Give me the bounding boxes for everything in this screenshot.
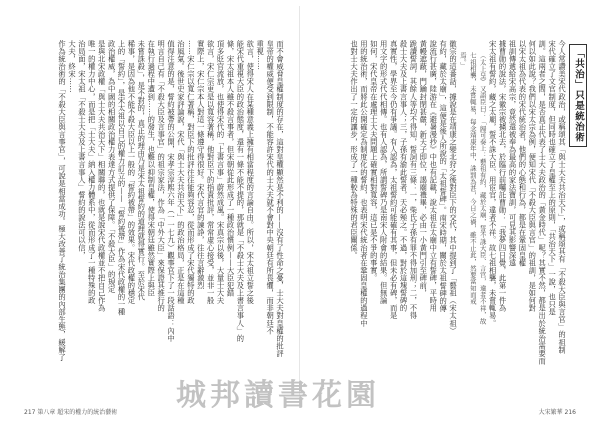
text-column: 頂多貶官流放，也使得宋代的「上書言事」蔚然成風。宋真宗以後，大量士大夫 xyxy=(216,40,226,305)
text-column: 治局面，宋太祖「不殺士大夫及上書言事人」誓約的說法可以信， xyxy=(77,40,87,259)
text-column: 稀事，是因為他不能不殺大臣以上一般的「誓約被帶」的效果。宋代政權的穩定 xyxy=(127,40,137,305)
text-column: 重視…… xyxy=(256,40,266,71)
text-column: 政治權威，為中國的相關政治權力表達方式提供了保障。「不殺大臣」的規定 xyxy=(107,40,117,294)
section-heading: 「共治」只是統治術 xyxy=(569,44,587,147)
text-column: 宋代確立了文官制度，但同時也確立了皇權至上的原則，「共治天下」一說，也只是 xyxy=(548,40,558,316)
text-column: 跪讀誓詞，其餘人等均不得知，誓詞有三條：一，柴氏子孫有罪不得加刑；二，不得 xyxy=(409,40,419,320)
text-column: 徽宗的這番話，據說是在靖康之變北狩之後對臣下的交代，其中提到了「藝祖（宋太祖） xyxy=(449,40,459,335)
text-column: 如何，宋代皇帝在處理士大夫問題上確實相對寬容，這已是不爭的事實。 xyxy=(369,40,379,282)
text-column: 大夫，終宋…… xyxy=(67,40,77,93)
text-column: 欲言，宋仁宗更是以寬容著稱，他對臣下的指責批評，常常虛心接受，並非一般 xyxy=(206,40,216,305)
text-column: 治風氣。後世史家評論說，宋代「與士大夫共治天下」的政治格局，正是在這種 xyxy=(176,40,186,305)
text-column: 值得注意的是，誓約被帶的公開，宋孝宗淳熙六年（一一七九）觀事官下了一段話語：內中 xyxy=(167,40,177,342)
footer-left: 217 第八章 超宋的權力的統治藝術 xyxy=(24,409,118,416)
text-column: 訓。這兩者之間，是否真正代表了士大夫政治的「黃金時代」呢？其實不然，都是出於統治需要而 xyxy=(538,40,548,365)
text-column: 今人常讚美宋代政治，或稱頌其「與士大夫共治天下」，或稱頌其有「不殺大臣與言官」的祖制 xyxy=(558,40,567,354)
text-column: 何以如此說？我們以宋太宗為例，便知宋代「不殺大臣與言官」的祖訓，是如何對 xyxy=(528,40,538,312)
footer-right: 大宋繁華 216 xyxy=(538,409,576,416)
text-column: 說流行甚廣，陸游在《避暑漫抄》中也有記載，說太祖在太廟中立有誓碑，平時用 xyxy=(429,40,439,312)
right-page xyxy=(300,0,600,424)
text-column: 用文字的形式代代相傳。也有人認為，所謂誓碑乃是南宋人附會的結果。但無論 xyxy=(379,40,389,305)
text-column: 焉。」 xyxy=(458,52,467,69)
watermark: 城邦讀書花園 xyxy=(176,378,380,413)
text-column: 能宋代重視大臣的政治態度，還有一條不能不提的，那就是「不殺士大夫及上書言事人」的 xyxy=(236,40,246,342)
text-column: ……宋仁宗以寬仁著稱，對臣下的批評往往能夠容忍，從而形成了宋代獨特的政 xyxy=(186,40,196,305)
text-column: 黃幔遮蔽，門鑰封閉甚嚴，新天子即位，謁廟禮畢，必由一小黃門引至碑前， xyxy=(419,40,429,297)
text-column: 條，宋太祖本人雖不殺言事者，但宋朝從此形成了一種政治慣例——大臣犯錯 xyxy=(226,40,236,297)
text-column: 在執行過程中遭到……的發生，也難以抑制皇權，使得宋朝廷雖然實際上與臣 xyxy=(147,40,157,297)
right-text-columns xyxy=(349,40,566,394)
text-column: 宋太祖有誓約，藏之太廟，誓不誅大臣、用宦官，違者不祥。故七祖相襲，未嘗輒易。 xyxy=(488,40,498,327)
text-column: 祖訓傳遞給宋高宗，竟然還被奉為最高的家法寶訓，可見其影響深遠 xyxy=(508,40,518,267)
text-column: 唯一的權力中心，而是把「士大夫」納入權力體系中，從而形成了一種特殊的政 xyxy=(87,40,97,305)
text-column: 欲言，使得宋人在某種意義上擁有相當程度的言論自由。所以，宋太祖立誓之後 xyxy=(246,40,256,305)
text-column: 以宋太祖為代表的宋代統治者，他們的心態和行為，都是在鞏固皇權 xyxy=(518,40,528,267)
text-column: （太上皇）又語臣曰：「歸可奏上：藝祖有約，藏於太廟，誓不誅大臣、言官，違者不祥，故 xyxy=(478,52,487,325)
text-column: 明言自己有「不殺大臣及言事官」的祖宗家法，作為「中外大臣」來保證其推行的 xyxy=(157,40,167,312)
text-column: 用的統治術，而將此公開確定為制度化的誓約，也表明宋代統治者在鞏固皇權的過程中 xyxy=(359,40,369,327)
text-column: 殺士大夫及上書言事人；三，子孫有渝此誓者，天必殛之。不過，對於這塊誓碑的 xyxy=(399,40,409,312)
text-column: 真實性，學界至今仍有爭議。有人認為，太祖誓約可能確有其事，但未必有碑，而是 xyxy=(389,40,399,320)
text-column: 而不會威脅皇權制度的存在，這對皇權顯然是不利的——沒有了性命之憂，士大夫對皇權的批評 xyxy=(276,40,285,358)
text-column: 作為統治術的「不殺大臣與言事官」，可說是相當成功。極大改善了統治集團的內部生態，緩解了 xyxy=(58,40,68,361)
left-text-columns xyxy=(57,40,284,382)
text-column: 實際上，宋仁宗本人對這一條遵守得很好。宋代言官的諫諍，往往言辭激烈 xyxy=(196,40,206,290)
text-column: 上的「誓約」，是宋太祖以自己的權力訂立的——「誓約被帶」作為宋代政權的一種 xyxy=(117,40,127,316)
text-column: 未嘗誅殺」，是不對的，真正的理由乃是宋太祖誓約的道理就得實行。至於宋代 xyxy=(137,40,147,301)
text-column: 據曹勛的說法，宋徽宗被擄北去，於臨行前囑託曹勛：「我夢四日覺，此第一件為 xyxy=(498,40,508,312)
text-column: 有約，藏於太廟」，這便是後人所說的「太祖誓碑」。南宋時期，關於太祖誓碑的傳 xyxy=(439,40,449,313)
text-column: 皇帝的權威便受到限制，不能容許宋代的士大夫就不會對中央朝廷有所畏懼，而非朝廷不 xyxy=(266,40,276,335)
text-column: 七祖相襲，未嘗輒易，每念靖康年中，誅罰為甚，今日之禍，雖不止此，然要當知而戒 xyxy=(468,52,477,305)
text-column: 也對士大夫作出了一定的讓步，形成了一種較為特殊的君臣關係。 xyxy=(349,40,359,259)
text-column: 是與北宋政權「與士大夫共治天下」相關聯的，也就是說宋代政權並不把自己作為 xyxy=(97,40,107,312)
